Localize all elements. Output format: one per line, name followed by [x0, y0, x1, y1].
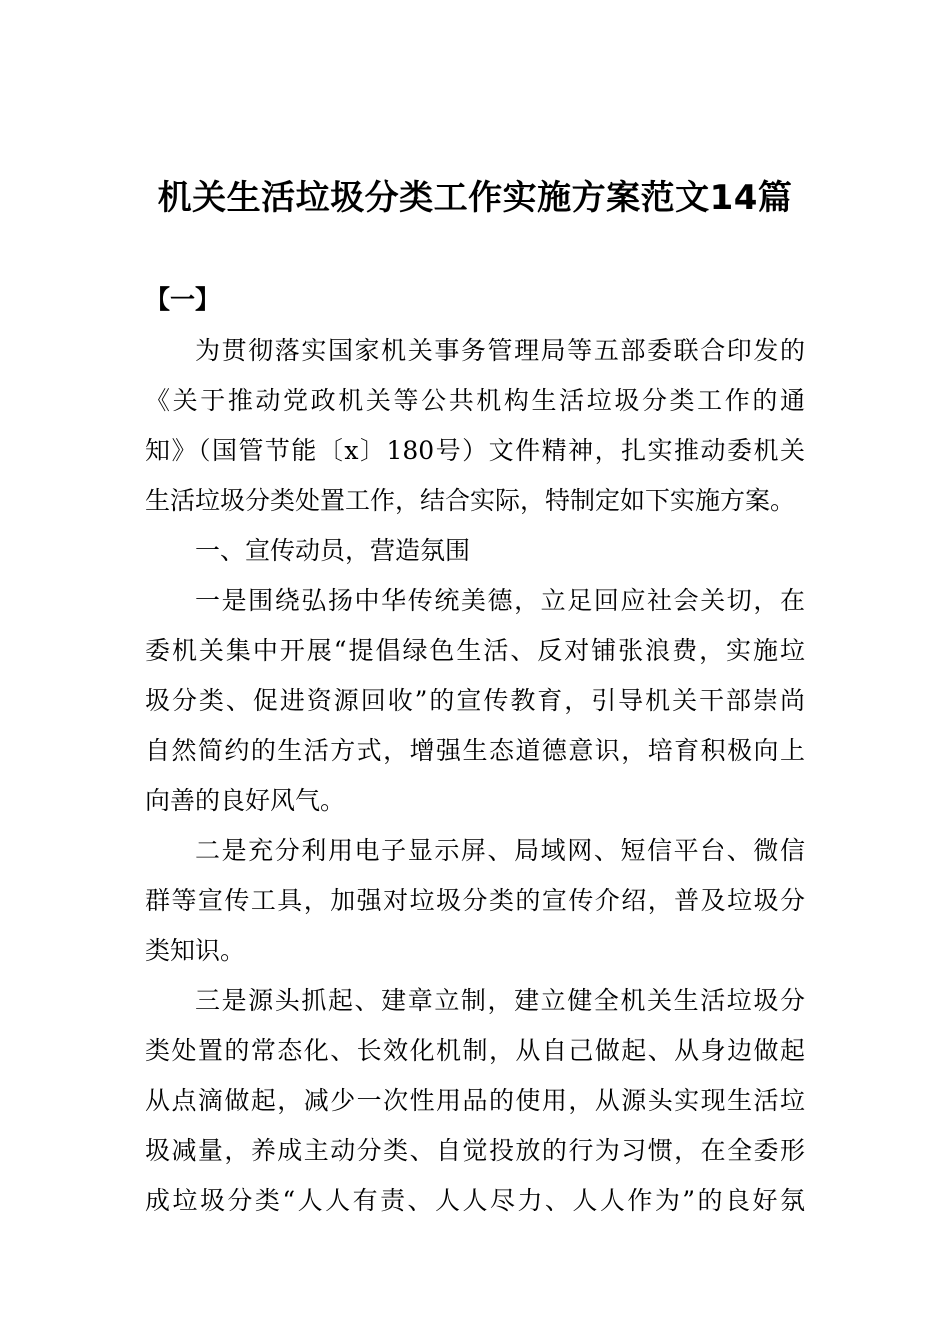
paragraph-line: 生活垃圾分类处置工作，结合实际，特制定如下实施方案。 — [145, 486, 796, 515]
paragraph-line: 成垃圾分类“人人有责、人人尽力、人人作为”的良好氛 — [145, 1186, 805, 1215]
paragraph-line: 向善的良好风气。 — [145, 786, 346, 815]
paragraph-line: 二是充分利用电子显示屏、局域网、短信平台、微信 — [195, 836, 805, 865]
paragraph-line: 三是源头抓起、建章立制，建立健全机关生活垃圾分 — [195, 986, 805, 1015]
paragraph-line: 类处置的常态化、长效化机制，从自己做起、从身边做起 — [145, 1036, 805, 1065]
paragraph-line: 圾分类、促进资源回收”的宣传教育，引导机关干部崇尚 — [145, 686, 805, 715]
section-label: 【一】 — [145, 285, 221, 314]
paragraph-line: 一是围绕弘扬中华传统美德，立足回应社会关切，在 — [195, 586, 805, 615]
paragraph-line: 类知识。 — [145, 936, 246, 965]
paragraph-line: 圾减量，养成主动分类、自觉投放的行为习惯，在全委形 — [145, 1136, 805, 1165]
paragraph-line: 委机关集中开展“提倡绿色生活、反对铺张浪费，实施垃 — [145, 636, 805, 665]
paragraph-line: 从点滴做起，减少一次性用品的使用，从源头实现生活垃 — [145, 1086, 805, 1115]
paragraph-line: 为贯彻落实国家机关事务管理局等五部委联合印发的 — [195, 336, 805, 365]
paragraph-line: 自然简约的生活方式，增强生态道德意识，培育积极向上 — [145, 736, 805, 765]
section-heading: 一、宣传动员，营造氛围 — [195, 536, 471, 565]
paragraph-line: 知》（国管节能〔x〕180号）文件精神，扎实推动委机关 — [145, 436, 805, 465]
document-title: 机关生活垃圾分类工作实施方案范文14篇 — [157, 178, 793, 218]
paragraph-line: 群等宣传工具，加强对垃圾分类的宣传介绍，普及垃圾分 — [145, 886, 805, 915]
paragraph-line: 《关于推动党政机关等公共机构生活垃圾分类工作的通 — [145, 386, 805, 415]
